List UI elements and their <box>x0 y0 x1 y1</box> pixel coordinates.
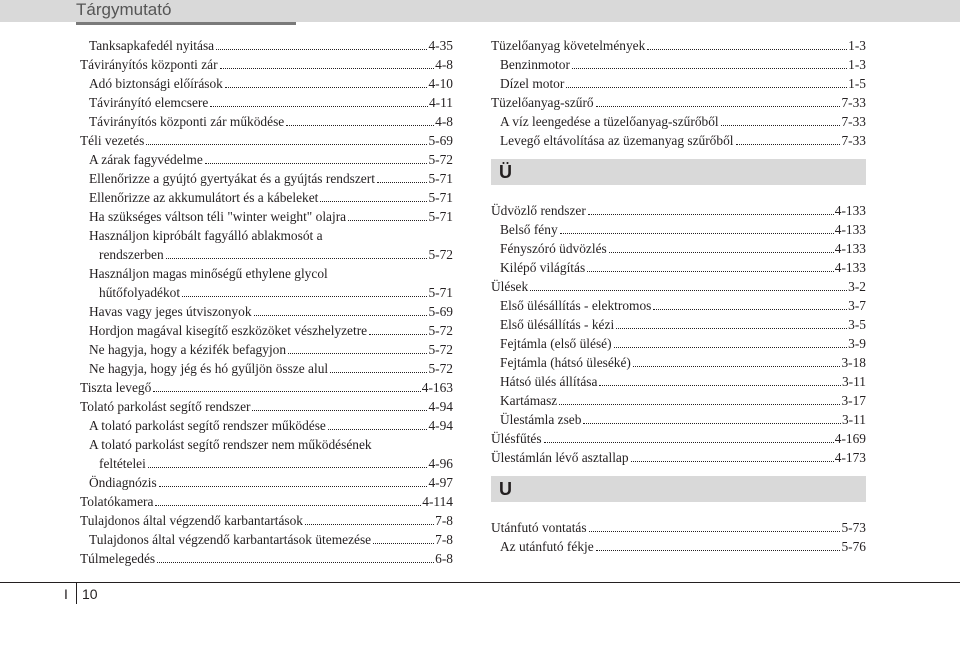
dot-leader <box>148 467 428 468</box>
index-entry <box>80 36 453 55</box>
dot-leader <box>155 505 421 506</box>
index-entry <box>491 429 866 448</box>
page-title: Tárgymutató <box>76 0 172 19</box>
index-entry-page: 5-71 <box>428 209 453 224</box>
index-entry <box>80 169 453 188</box>
index-entry <box>491 220 866 239</box>
index-entry-term: A zárak fagyvédelme <box>89 152 203 167</box>
index-entry <box>80 74 453 93</box>
dot-leader <box>572 68 847 69</box>
dot-leader <box>330 372 427 373</box>
index-entry-term: Téli vezetés <box>80 133 145 148</box>
index-entry-term: Túlmelegedés <box>80 551 156 566</box>
index-entry-page: 7-8 <box>435 532 453 547</box>
index-entry-term: Fejtámla (hátsó üleséké) <box>500 355 631 370</box>
index-entry-page: 4-10 <box>428 76 453 91</box>
dot-leader <box>373 543 434 544</box>
index-entry-term: Távirányítós központi zár működése <box>89 114 285 129</box>
dot-leader <box>216 49 427 50</box>
dot-leader <box>182 296 427 297</box>
dot-leader <box>647 49 847 50</box>
dot-leader <box>583 423 841 424</box>
dot-leader <box>205 163 428 164</box>
index-entry-page: 4-133 <box>834 241 866 256</box>
index-entry <box>80 150 453 169</box>
dot-leader <box>566 87 847 88</box>
index-entry-page: 7-8 <box>435 513 453 528</box>
index-entry <box>80 321 453 340</box>
section-header-u <box>491 476 866 502</box>
index-entry-term: A tolató parkolást segítő rendszer működése <box>89 418 326 433</box>
index-entry <box>80 397 453 416</box>
dot-leader <box>153 391 420 392</box>
dot-leader <box>305 524 434 525</box>
index-entry-term: Kilépő világítás <box>500 260 586 275</box>
index-entry <box>80 302 453 321</box>
index-entry-page: 5-71 <box>428 190 453 205</box>
index-entry-page: 5-71 <box>428 285 453 300</box>
dot-leader <box>157 562 434 563</box>
dot-leader <box>653 309 847 310</box>
index-entry-page: 3-7 <box>848 298 866 313</box>
header-band <box>0 0 960 22</box>
index-entry-term: Tüzelőanyag-szűrő <box>491 95 594 110</box>
index-entry-term: Ellenőrizze az akkumulátort és a kábeleket <box>89 190 319 205</box>
dot-leader <box>588 214 834 215</box>
dot-leader <box>587 271 834 272</box>
dot-leader <box>348 220 427 221</box>
index-entry <box>491 112 866 131</box>
dot-leader <box>631 461 834 462</box>
index-entry <box>491 353 866 372</box>
index-entry-term: Ülestámlán lévő asztallap <box>491 450 629 465</box>
dot-leader <box>596 106 841 107</box>
index-entry <box>80 530 453 549</box>
index-entry-page: 5-73 <box>841 520 866 535</box>
index-entry <box>491 74 866 93</box>
index-entry-term: Ülések <box>491 279 529 294</box>
index-entry <box>80 93 453 112</box>
index-entry-page: 3-18 <box>841 355 866 370</box>
index-entry-term: Fényszóró üdvözlés <box>500 241 607 256</box>
index-entry <box>80 454 453 473</box>
index-entry <box>80 549 453 568</box>
dot-leader <box>560 233 834 234</box>
index-entry-term: Fejtámla (első ülésé) <box>500 336 612 351</box>
footer-rule <box>0 582 960 583</box>
index-entry-term: Belső fény <box>500 222 558 237</box>
index-entry-page: 1-5 <box>848 76 866 91</box>
index-entry-page: 4-8 <box>435 114 453 129</box>
index-entry-page: 4-8 <box>435 57 453 72</box>
index-entry-page: 4-94 <box>428 399 453 414</box>
index-entry-term: Az utánfutó fékje <box>500 539 594 554</box>
index-entry <box>80 207 453 226</box>
index-entry <box>491 55 866 74</box>
index-entry-page: 5-69 <box>428 133 453 148</box>
index-entry-page: 3-2 <box>848 279 866 294</box>
index-entry <box>80 359 453 378</box>
index-entry-term: Első ülésállítás - elektromos <box>500 298 652 313</box>
index-entry <box>491 277 866 296</box>
dot-leader <box>252 410 427 411</box>
page-number: 10 <box>82 586 98 602</box>
index-entry <box>491 93 866 112</box>
index-entry-page: 4-35 <box>428 38 453 53</box>
dot-leader <box>544 442 834 443</box>
index-group-u <box>491 518 866 556</box>
index-entry <box>491 537 866 556</box>
dot-leader <box>596 550 841 551</box>
dot-leader <box>736 144 841 145</box>
index-entry <box>80 378 453 397</box>
index-entry-term: Havas vagy jeges útviszonyok <box>89 304 252 319</box>
index-entry-term: hűtőfolyadékot <box>99 285 181 300</box>
index-entry <box>491 518 866 537</box>
index-entry-term: Távirányító elemcsere <box>89 95 209 110</box>
index-entry-page: 4-114 <box>422 494 453 509</box>
index-entry <box>80 283 453 302</box>
index-entry-term: Távirányítós központi zár <box>80 57 218 72</box>
dot-leader <box>288 353 427 354</box>
index-entry <box>80 245 453 264</box>
footer-section: I <box>64 586 68 602</box>
index-entry-page: 4-97 <box>428 475 453 490</box>
index-entry <box>80 416 453 435</box>
index-entry-page: 6-8 <box>435 551 453 566</box>
index-group-u-umlaut <box>491 201 866 467</box>
index-entry-term: Tiszta levegő <box>80 380 152 395</box>
index-entry-page: 3-11 <box>841 374 866 389</box>
index-entry <box>491 36 866 55</box>
dot-leader <box>146 144 427 145</box>
index-entry-term: Ülésfűtés <box>491 431 542 446</box>
index-entry-term: Tolatókamera <box>80 494 154 509</box>
dot-leader <box>320 201 427 202</box>
dot-leader <box>559 404 840 405</box>
index-entry <box>80 340 453 359</box>
index-entry-text: Használjon kipróbált fagyálló ablakmosót a <box>89 228 323 243</box>
index-entry-page: 4-94 <box>428 418 453 433</box>
index-entry-term: Ellenőrizze a gyújtó gyertyákat és a gyújtás rendszert <box>89 171 375 186</box>
index-entry-page: 3-9 <box>848 336 866 351</box>
dot-leader <box>286 125 434 126</box>
index-entry-page: 7-33 <box>841 114 866 129</box>
index-entry-term: Dízel motor <box>500 76 565 91</box>
dot-leader <box>328 429 428 430</box>
index-entry-term: Levegő eltávolítása az üzemanyag szűrőből <box>500 133 734 148</box>
index-entry-term: Utánfutó vontatás <box>491 520 587 535</box>
section-letter: Ü <box>499 162 512 182</box>
index-entry <box>80 473 453 492</box>
footer-divider <box>76 582 77 604</box>
index-entry-page: 5-72 <box>428 152 453 167</box>
index-entry <box>80 112 453 131</box>
index-entry-term: Öndiagnózis <box>89 475 157 490</box>
index-entry-page: 5-72 <box>428 361 453 376</box>
index-entry <box>491 372 866 391</box>
dot-leader <box>616 328 847 329</box>
index-entry-term: Első ülésállítás - kézi <box>500 317 615 332</box>
index-entry-term: Kartámasz <box>500 393 558 408</box>
index-entry-text: Használjon magas minőségű ethylene glycol <box>89 266 328 281</box>
index-column-right <box>491 36 866 556</box>
index-entry-page: 1-3 <box>848 38 866 53</box>
dot-leader <box>530 290 847 291</box>
index-entry-term: rendszerben <box>99 247 164 262</box>
index-entry-page: 4-133 <box>834 260 866 275</box>
index-entry-term: Adó biztonsági előírások <box>89 76 223 91</box>
index-entry <box>491 334 866 353</box>
index-entry-text: A tolató parkolást segítő rendszer nem működésének <box>89 437 372 452</box>
index-entry-term: Tulajdonos által végzendő karbantartások ütemezése <box>89 532 372 547</box>
index-column-left <box>80 36 453 568</box>
index-entry-term: Ha szükséges váltson téli "winter weight" olajra <box>89 209 347 224</box>
index-entry-page: 1-3 <box>848 57 866 72</box>
index-entry-term: A víz leengedése a tüzelőanyag-szűrőből <box>500 114 719 129</box>
index-entry <box>80 188 453 207</box>
section-header-u-umlaut <box>491 159 866 185</box>
index-entry-page: 5-71 <box>428 171 453 186</box>
index-entry <box>491 410 866 429</box>
dot-leader <box>220 68 435 69</box>
index-entry-term: Ne hagyja, hogy a kézifék befagyjon <box>89 342 287 357</box>
index-entry <box>491 239 866 258</box>
dot-leader <box>166 258 428 259</box>
index-entry <box>80 492 453 511</box>
index-entry-page: 5-72 <box>428 342 453 357</box>
index-entry-page: 7-33 <box>841 95 866 110</box>
index-group-t <box>491 36 866 150</box>
dot-leader <box>377 182 428 183</box>
index-entry-term: Tanksapkafedél nyitása <box>89 38 215 53</box>
index-entry-page: 4-11 <box>428 95 453 110</box>
dot-leader <box>614 347 848 348</box>
index-entry-page: 5-72 <box>428 247 453 262</box>
index-entry-page: 4-133 <box>834 203 866 218</box>
dot-leader <box>254 315 428 316</box>
index-entry-term: Ülestámla zseb <box>500 412 582 427</box>
dot-leader <box>225 87 428 88</box>
index-entry-term: feltételei <box>99 456 146 471</box>
index-entry-term: Tulajdonos által végzendő karbantartások <box>80 513 303 528</box>
index-entry-term: Ne hagyja, hogy jég és hó gyűljön össze alul <box>89 361 329 376</box>
section-letter: U <box>499 479 512 499</box>
index-entry-page: 7-33 <box>841 133 866 148</box>
index-entry-page: 5-69 <box>428 304 453 319</box>
index-entry-term: Üdvözlő rendszer <box>491 203 586 218</box>
index-entry-page: 4-133 <box>834 222 866 237</box>
index-entry <box>80 55 453 74</box>
index-entry-page: 3-11 <box>841 412 866 427</box>
index-entry <box>491 258 866 277</box>
index-entry-page: 4-173 <box>834 450 866 465</box>
dot-leader <box>721 125 841 126</box>
dot-leader <box>589 531 841 532</box>
dot-leader <box>159 486 428 487</box>
index-entry-page: 3-17 <box>841 393 866 408</box>
dot-leader <box>609 252 834 253</box>
index-entry-term: Tüzelőanyag követelmények <box>491 38 646 53</box>
index-entry-term: Benzinmotor <box>500 57 570 72</box>
index-entry <box>491 131 866 150</box>
index-entry <box>80 131 453 150</box>
dot-leader <box>210 106 428 107</box>
index-entry-page: 4-169 <box>834 431 866 446</box>
index-entry <box>80 511 453 530</box>
index-entry-term: Hordjon magával kisegítő eszközöket vészhelyzetre <box>89 323 368 338</box>
index-entry-page: 5-76 <box>841 539 866 554</box>
index-entry-page: 5-72 <box>428 323 453 338</box>
index-entry-term: Tolató parkolást segítő rendszer <box>80 399 251 414</box>
dot-leader <box>633 366 841 367</box>
index-entry-term: Hátsó ülés állítása <box>500 374 598 389</box>
index-entry-page: 3-5 <box>848 317 866 332</box>
index-entry <box>491 391 866 410</box>
dot-leader <box>599 385 841 386</box>
index-entry-page: 4-96 <box>428 456 453 471</box>
index-entry-page: 4-163 <box>421 380 453 395</box>
dot-leader <box>369 334 427 335</box>
index-entry <box>491 448 866 467</box>
index-entry <box>491 296 866 315</box>
title-underline <box>76 22 296 25</box>
index-entry <box>491 201 866 220</box>
index-entry <box>491 315 866 334</box>
